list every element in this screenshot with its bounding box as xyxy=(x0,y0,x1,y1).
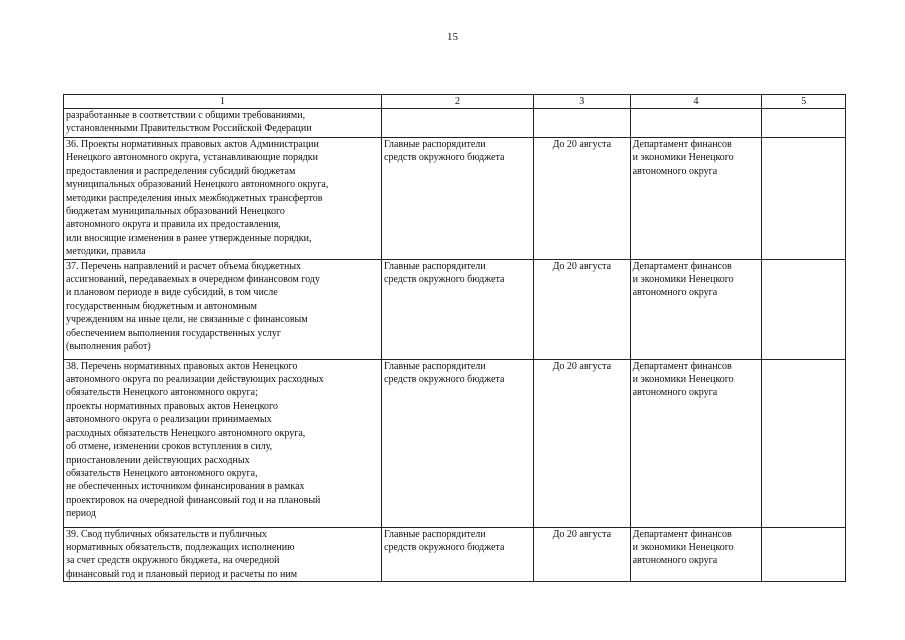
table-cell-4 xyxy=(630,138,762,260)
cell-text-line: проекты нормативных правовых актов Ненецкого xyxy=(66,400,278,412)
cell-text-line: муниципальных образований Ненецкого автономного округа, xyxy=(66,179,329,191)
table-cell-2 xyxy=(382,259,534,359)
table-cell-3 xyxy=(534,359,631,527)
cell-text-line: обязательств Ненецкого автономного округа; xyxy=(66,387,258,399)
cell-text-line: приостановлении действующих расходных xyxy=(66,454,250,466)
table-body xyxy=(64,109,846,582)
cell-text-line: До 20 августа xyxy=(552,360,612,372)
table-cell-2 xyxy=(382,527,534,582)
cell-text-line: учреждениям на иные цели, не связанные с финансовым xyxy=(66,314,308,326)
table-cell-1 xyxy=(64,259,382,359)
cell-text-line: автономного округа xyxy=(632,555,718,567)
cell-text-line: средств окружного бюджета xyxy=(384,374,505,386)
table-row xyxy=(64,259,846,359)
cell-text-line: об отмене, изменении сроков вступления в силу, xyxy=(66,441,273,453)
cell-text-line: Главные распорядители xyxy=(384,528,486,540)
table-cell-3 xyxy=(534,138,631,260)
cell-text-line: средств окружного бюджета xyxy=(384,274,505,286)
page-number: 15 xyxy=(447,31,458,43)
cell-text-line: и плановом периоде в виде субсидий, в том числе xyxy=(66,287,278,299)
cell-text-line: средств окружного бюджета xyxy=(384,152,505,164)
cell-text-line: методики, правила xyxy=(66,246,146,258)
cell-text-line: методики распределения иных межбюджетных трансфертов xyxy=(66,192,323,204)
cell-text-line: ассигнований, передаваемых в очередном финансовом году xyxy=(66,274,321,286)
cell-text-line: и экономики Ненецкого xyxy=(632,542,734,554)
cell-text-line: средств окружного бюджета xyxy=(384,542,505,554)
table-cell-5 xyxy=(762,259,846,359)
cell-text-line: бюджетам муниципальных образований Ненецкого xyxy=(66,206,285,218)
table-cell-3 xyxy=(534,109,631,138)
cell-text-line: и экономики Ненецкого xyxy=(632,374,734,386)
cell-text-line: Главные распорядители xyxy=(384,139,486,150)
table-cell-5 xyxy=(762,138,846,260)
table-cell-4 xyxy=(630,359,762,527)
table-cell-1 xyxy=(64,138,382,260)
table-row xyxy=(64,138,846,260)
table-cell-4 xyxy=(630,109,762,138)
table-cell-5 xyxy=(762,109,846,138)
cell-text-line: До 20 августа xyxy=(552,139,612,150)
cell-text-line: Департамент финансов xyxy=(632,260,732,272)
column-header: 1 xyxy=(64,95,382,109)
cell-text-line: нормативных обязательств, подлежащих исполнению xyxy=(66,542,295,554)
table-cell-1 xyxy=(64,527,382,582)
cell-text-line: Главные распорядители xyxy=(384,360,486,372)
cell-text-line: Главные распорядители xyxy=(384,260,486,272)
cell-text-line: 37. Перечень направлений и расчет объема бюджетных xyxy=(66,260,302,272)
table-header-row xyxy=(64,95,846,109)
table-cell-2 xyxy=(382,109,534,138)
cell-text-line: предоставления и распределения субсидий бюджетам xyxy=(66,165,296,177)
cell-text-line: период xyxy=(66,508,96,520)
cell-text-line: обеспечением выполнения государственных услуг xyxy=(66,327,281,339)
cell-text-line: или вносящие изменения в ранее утвержденные порядки, xyxy=(66,232,312,244)
table-row xyxy=(64,359,846,527)
cell-text-line: Департамент финансов xyxy=(632,360,732,372)
cell-text-line: обязательств Ненецкого автономного округа, xyxy=(66,467,258,479)
cell-text-line: автономного округа о реализации принимаемых xyxy=(66,414,272,426)
cell-text-line: разработанные в соответствии с общими требованиями, xyxy=(66,110,306,121)
document-table xyxy=(63,94,846,582)
cell-text-line: 36. Проекты нормативных правовых актов Администрации xyxy=(66,139,319,150)
table-cell-1 xyxy=(64,359,382,527)
cell-text-line: и экономики Ненецкого xyxy=(632,274,734,286)
column-header: 4 xyxy=(630,95,762,109)
cell-text-line: не обеспеченных источником финансирования в рамках xyxy=(66,481,305,493)
cell-text-line: проектировок на очередной финансовый год и на плановый xyxy=(66,494,321,506)
cell-text-line: расходных обязательств Ненецкого автономного округа, xyxy=(66,427,306,439)
cell-text-line: автономного округа xyxy=(632,287,718,299)
table-cell-2 xyxy=(382,138,534,260)
cell-text-line: Департамент финансов xyxy=(632,139,732,150)
table-row xyxy=(64,527,846,582)
table-cell-4 xyxy=(630,259,762,359)
cell-text-line: автономного округа xyxy=(632,165,718,177)
cell-text-line: Ненецкого автономного округа, устанавливающие порядки xyxy=(66,152,318,164)
table-cell-5 xyxy=(762,359,846,527)
column-header: 3 xyxy=(534,95,631,109)
cell-text-line: автономного округа и правила их предоставления, xyxy=(66,219,281,231)
cell-text-line: До 20 августа xyxy=(552,528,612,540)
table-cell-3 xyxy=(534,527,631,582)
cell-text-line: Департамент финансов xyxy=(632,528,732,540)
cell-text-line: и экономики Ненецкого xyxy=(632,152,734,164)
cell-text-line: (выполнения работ) xyxy=(66,341,151,353)
cell-text-line: финансовый год и плановый период и расчеты по ним xyxy=(66,568,298,580)
cell-text-line: 38. Перечень нормативных правовых актов Ненецкого xyxy=(66,360,298,372)
cell-text-line: за счет средств окружного бюджета, на очередной xyxy=(66,555,280,567)
table-cell-5 xyxy=(762,527,846,582)
cell-text-line: 39. Свод публичных обязательств и публичных xyxy=(66,528,267,540)
cell-text-line: автономного округа xyxy=(632,387,718,399)
table-cell-3 xyxy=(534,259,631,359)
column-header: 5 xyxy=(762,95,846,109)
cell-text-line: автономного округа по реализации действующих расходных xyxy=(66,374,324,386)
table-cell-1 xyxy=(64,109,382,138)
table-cell-2 xyxy=(382,359,534,527)
column-header: 2 xyxy=(382,95,534,109)
cell-text-line: До 20 августа xyxy=(552,260,612,272)
table-row xyxy=(64,109,846,138)
cell-text-line: государственным бюджетным и автономным xyxy=(66,300,257,312)
table-cell-4 xyxy=(630,527,762,582)
cell-text-line: установленными Правительством Российской Федерации xyxy=(66,123,312,135)
